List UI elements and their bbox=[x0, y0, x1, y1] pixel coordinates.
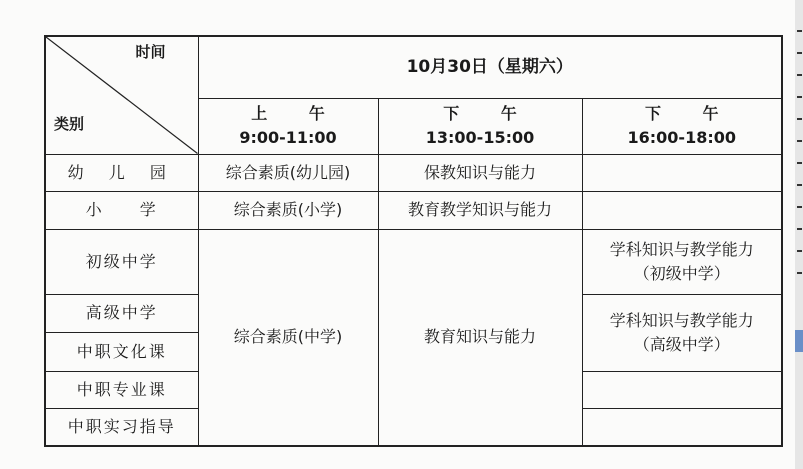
empty-cell bbox=[582, 191, 782, 229]
edge-mark bbox=[797, 272, 802, 274]
category-vocational-culture: 中职文化课 bbox=[45, 332, 198, 371]
edge-mark bbox=[797, 162, 802, 164]
edge-mark bbox=[797, 118, 802, 120]
period-time: 16:00-18:00 bbox=[627, 128, 736, 147]
category-header-label: 类别 bbox=[54, 115, 85, 133]
empty-cell bbox=[582, 408, 782, 446]
page-edge-strip bbox=[795, 0, 803, 469]
edge-mark bbox=[797, 96, 802, 98]
category-junior-middle: 初级中学 bbox=[45, 229, 198, 294]
period-header-morning bbox=[198, 98, 378, 154]
subject-cell-junior bbox=[582, 229, 782, 294]
subject-line: （高级中学） bbox=[633, 334, 730, 354]
empty-cell bbox=[582, 371, 782, 408]
edge-mark bbox=[797, 140, 802, 142]
empty-cell bbox=[582, 154, 782, 191]
subject-cell: 综合素质(小学) bbox=[198, 191, 378, 229]
time-header-label: 时间 bbox=[135, 43, 166, 61]
exam-schedule-table bbox=[44, 35, 783, 447]
subject-cell: 教育教学知识与能力 bbox=[378, 191, 582, 229]
subject-cell: 综合素质(幼儿园) bbox=[198, 154, 378, 191]
period-header-afternoon bbox=[378, 98, 582, 154]
subject-cell: 综合素质(中学) bbox=[198, 229, 378, 446]
category-vocational-specialty: 中职专业课 bbox=[45, 371, 198, 408]
category-vocational-internship: 中职实习指导 bbox=[45, 408, 198, 446]
diagonal-divider bbox=[46, 37, 198, 154]
period-time: 13:00-15:00 bbox=[425, 128, 535, 147]
subject-line: 学科知识与教学能力 bbox=[609, 239, 754, 259]
edge-mark bbox=[797, 184, 802, 186]
period-name: 下 午 bbox=[644, 104, 737, 123]
category-primary: 小 学 bbox=[45, 191, 198, 229]
edge-mark bbox=[797, 228, 802, 230]
subject-cell-senior bbox=[582, 294, 782, 371]
subject-line: （初级中学） bbox=[633, 263, 730, 283]
subject-cell: 教育知识与能力 bbox=[378, 229, 582, 446]
subject-cell: 保教知识与能力 bbox=[378, 154, 582, 191]
edge-mark bbox=[797, 74, 802, 76]
scrollbar-thumb[interactable] bbox=[795, 330, 803, 352]
category-senior-middle: 高级中学 bbox=[45, 294, 198, 332]
header-corner-cell bbox=[45, 36, 198, 154]
exam-date: 10月30日（星期六） bbox=[198, 36, 782, 98]
edge-mark bbox=[797, 30, 802, 32]
category-kindergarten: 幼 儿 园 bbox=[45, 154, 198, 191]
edge-mark bbox=[797, 206, 802, 208]
subject-line: 学科知识与教学能力 bbox=[609, 310, 754, 330]
period-name: 下 午 bbox=[443, 104, 535, 123]
period-header-late-afternoon bbox=[582, 98, 782, 154]
edge-mark bbox=[797, 250, 802, 252]
period-name: 上 午 bbox=[251, 104, 343, 123]
period-time: 9:00-11:00 bbox=[239, 128, 337, 147]
edge-mark bbox=[797, 52, 802, 54]
